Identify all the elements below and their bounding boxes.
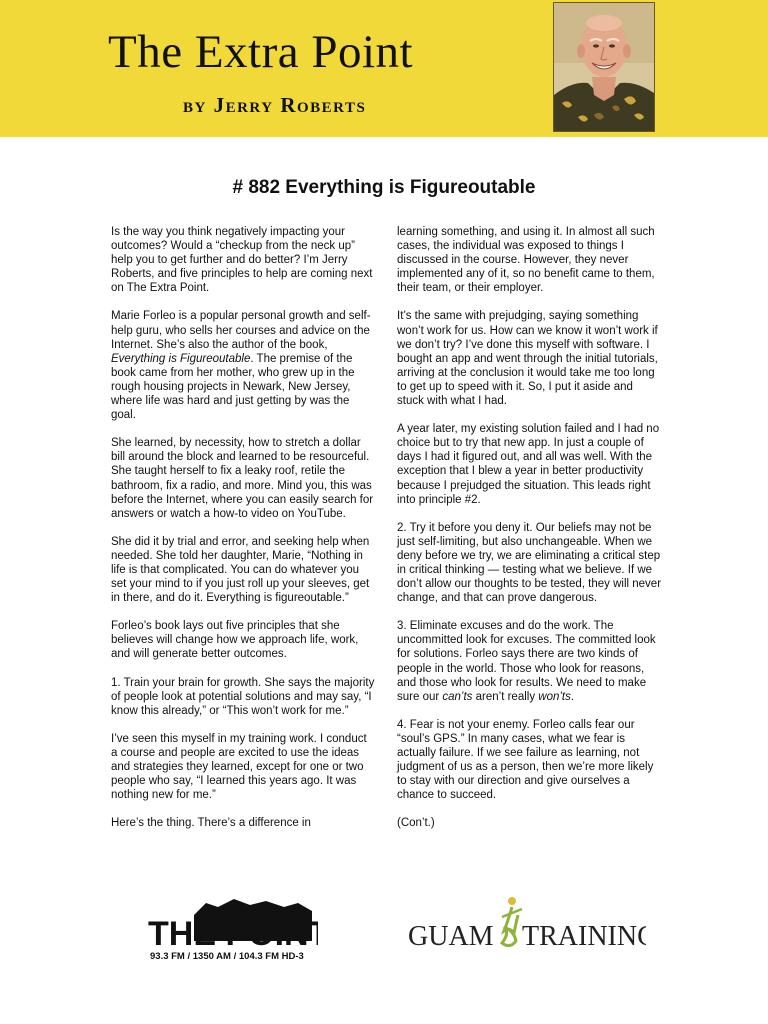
paragraph: 3. Eliminate excuses and do the work. The uncommitted look for excuses. The committed look for solutions. Forleo says there are two kinds of people in the world. Those who look for reasons, and those who look for results. We need to make sure our can’ts aren’t really won’ts. [397, 620, 656, 703]
guam-training-logo [406, 893, 646, 959]
article-column-left [111, 225, 376, 844]
paragraph: She did it by trial and error, and seeking help when needed. She told her daughter, Marie, “Nothing in life is that complicated. You can do whatever you set your mind to if you just roll up your sleeves, get in there, and do it. Everything is figureoutable.” [111, 535, 370, 605]
paragraph: Here’s the thing. There’s a difference in [111, 817, 311, 830]
paragraph: learning something, and using it. In almost all such cases, the individual was exposed to things I discussed in the course. However, they never implemented any of it, so no benefit came to them, their team, or their employer. [397, 226, 655, 295]
author-byline: by Jerry Roberts [183, 93, 367, 117]
paragraph: I’ve seen this myself in my training work. I conduct a course and people are excited to use the ideas and strategies they learned, except for one or two people who say, “I learned this years ago. It was nothing new for me.” [111, 732, 367, 802]
article-title: # 882 Everything is Figureoutable [232, 177, 536, 198]
training-wordmark: TRAINING [522, 921, 646, 952]
article-column-right [397, 225, 662, 844]
paragraph: She learned, by necessity, how to stretch a dollar bill around the block and learned to be resourceful. She taught herself to fix a leaky roof, retile the bathroom, fix a radio, and more. Mind you, this was before the Internet, where you can easily search for answers or watch a how-to video on YouTube. [111, 437, 374, 520]
paragraph: Forleo’s book lays out five principles that she believes will change how we approach life, work, and will generate better outcomes. [111, 620, 359, 661]
the-point-logo-icon [146, 897, 318, 963]
paragraph: A year later, my existing solution failed and I had no choice but to try that new app. In just a couple of days I had it figured out, and all was well. With the exception that I blew a year in better productivity because I prejudged the situation. This leads right into principle #2. [397, 423, 660, 506]
paragraph: Marie Forleo is a popular personal growth and self-help guru, who sells her courses and advice on the Internet. She’s also the author of the book, Everything is Figureoutable. The premise of the book came from her mother, who grew up in the rough housing projects in Newark, New Jersey, where life was hard and just getting by was the goal. [111, 310, 371, 422]
author-portrait-icon [554, 3, 654, 131]
the-point-logo [146, 897, 318, 963]
author-photo [553, 2, 655, 132]
paragraph: It’s the same with prejudging, saying something won’t work for us. How can we know it won’t work if we don’t try? I’ve done this myself with software. I bought an app and went through the initial tutorials, arriving at the conclusion it would take me too long to get up to speed with it. So, I put it aside and stuck with what I had. [397, 310, 658, 408]
book-title: Everything is Figureoutable [111, 352, 251, 365]
paragraph: (Con’t.) [397, 817, 435, 830]
the-point-wordmark: THE POINT [148, 915, 318, 953]
paragraph: Is the way you think negatively impacting your outcomes? Would a “checkup from the neck up” help you to get further and do better? I’m Jerry Roberts, and five principles to help are coming next on The Extra Point. [111, 226, 373, 295]
paragraph: 4. Fear is not your enemy. Forleo calls fear our “soul’s GPS.” In many cases, what we fear is actually failure. If we see failure as learning, not judgment of us as a person, then we’re more likely to stay with our direction and give ourselves a chance to succeed. [397, 718, 654, 802]
guam-wordmark: GUAM [408, 921, 494, 952]
paragraph: 2. Try it before you deny it. Our beliefs may not be just self-limiting, but also unchangeable. When we deny before we try, we are eliminating a critical step in critical thinking — testing what we believe. If we don’t allow our thoughts to be tested, they will never change, and that can prove dangerous. [397, 521, 662, 605]
column-title: The Extra Point [108, 26, 414, 78]
header-banner [0, 0, 768, 137]
the-point-frequencies: 93.3 FM / 1350 AM / 104.3 FM HD-3 [150, 951, 304, 962]
paragraph: 1. Train your brain for growth. She says the majority of people look at potential solutions and may say, “I know this already,” or “This won’t work for me.” [111, 676, 375, 717]
guam-training-logo-icon [406, 893, 646, 959]
